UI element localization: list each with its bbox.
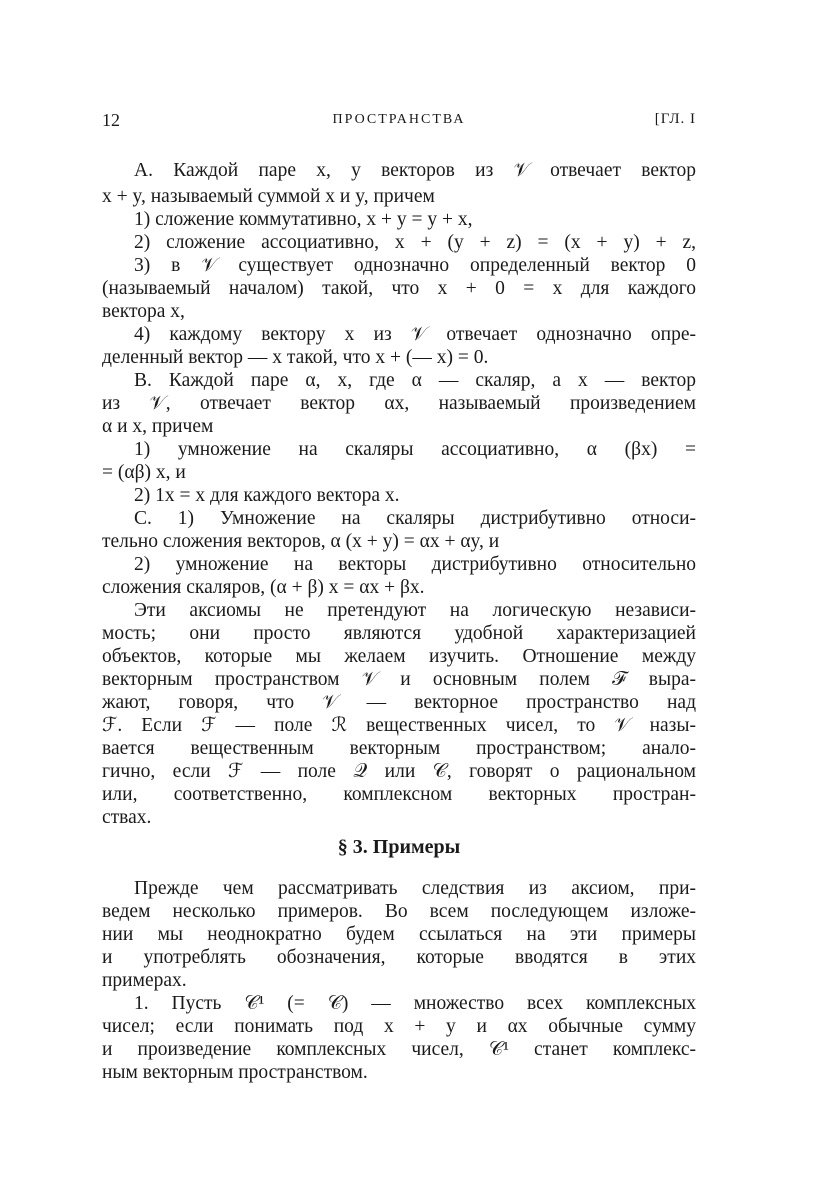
text-line: гично, если ℱ — поле 𝒬 или 𝒞, говорят о рациональном xyxy=(102,761,696,782)
text-line: и употреблять обозначения, которые вводятся в этих xyxy=(102,947,696,968)
text-line: вектора x, xyxy=(102,301,185,322)
text-line: 2) умножение на векторы дистрибутивно относительно xyxy=(134,554,696,575)
text-line: и произведение комплексных чисел, 𝒞¹ станет комплекс- xyxy=(102,1039,696,1060)
running-title: ПРОСТРАНСТВА xyxy=(332,112,466,127)
text-line: ствах. xyxy=(102,807,152,828)
text-line: С. 1) Умножение на скаляры дистрибутивно относи- xyxy=(134,508,696,529)
running-head xyxy=(102,110,696,132)
text-line: векторным пространством 𝒱 и основным полем ℱ выра- xyxy=(102,669,696,690)
text-line: А. Каждой паре x, y векторов из 𝒱 отвечает вектор xyxy=(134,160,696,181)
text-line: объектов, которые мы желаем изучить. Отношение между xyxy=(102,646,696,667)
text-line: 3) в 𝒱 существует однозначно определенный вектор 0 xyxy=(134,255,696,276)
text-line: примерах. xyxy=(102,970,187,991)
text-line: жают, говоря, что 𝒱 — векторное пространство над xyxy=(102,692,696,713)
text-line: 1. Пусть 𝒞¹ (= 𝒞) — множество всех комплексных xyxy=(134,993,696,1014)
text-line: вается вещественным векторным пространством; анало- xyxy=(102,738,696,759)
text-line: 1) умножение на скаляры ассоциативно, α (βx) = xyxy=(134,439,696,460)
text-line: 1) сложение коммутативно, x + y = y + x, xyxy=(134,209,473,230)
text-line: ℱ. Если ℱ — поле ℛ вещественных чисел, то 𝒱 назы- xyxy=(102,715,696,736)
chapter-label: [ГЛ. I xyxy=(654,111,696,127)
text-line: сложения скаляров, (α + β) x = αx + βx. xyxy=(102,577,425,598)
text-line: = (αβ) x, и xyxy=(102,462,186,483)
text-line: 2) сложение ассоциативно, x + (y + z) = (x + y) + z, xyxy=(134,232,696,253)
text-line: (называемый началом) такой, что x + 0 = x для каждого xyxy=(102,278,696,299)
text-line: 4) каждому вектору x из 𝒱 отвечает однозначно опре- xyxy=(134,324,696,345)
text-line: мость; они просто являются удобной характеризацией xyxy=(102,623,696,644)
text-line: ным векторным пространством. xyxy=(102,1062,368,1083)
text-line: ведем несколько примеров. Во всем последующем изложе- xyxy=(102,901,696,922)
text-line: или, соответственно, комплексном векторных простран- xyxy=(102,784,696,805)
text-line: α и x, причем xyxy=(102,416,214,437)
text-line: нии мы неоднократно будем ссылаться на эти примеры xyxy=(102,924,696,945)
text-line: чисел; если понимать под x + y и αx обычные сумму xyxy=(102,1016,696,1037)
text-line: Эти аксиомы не претендуют на логическую независи- xyxy=(134,600,696,621)
text-line: тельно сложения векторов, α (x + y) = αx + αy, и xyxy=(102,531,500,552)
section-heading: § 3. Примеры xyxy=(337,836,461,858)
text-line: 2) 1x = x для каждого вектора x. xyxy=(134,485,400,506)
page-number: 12 xyxy=(102,110,120,130)
text-line: из 𝒱, отвечает вектор αx, называемый произведением xyxy=(102,393,696,414)
text-line: деленный вектор — x такой, что x + (— x) = 0. xyxy=(102,347,489,368)
text-line: x + y, называемый суммой x и y, причем xyxy=(102,186,435,207)
text-line: Прежде чем рассматривать следствия из аксиом, при- xyxy=(134,878,696,899)
text-line: В. Каждой паре α, x, где α — скаляр, а x — вектор xyxy=(134,370,696,391)
